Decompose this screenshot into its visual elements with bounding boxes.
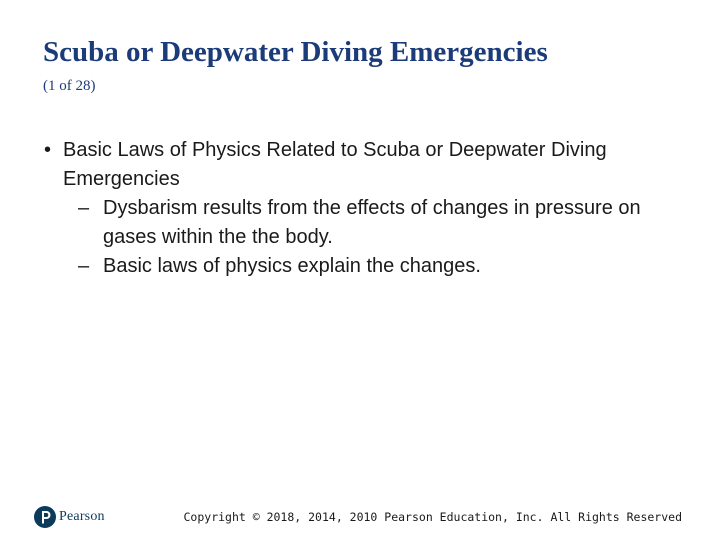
sub-bullet-marker: –: [78, 255, 90, 277]
pearson-logo-text: Pearson: [59, 509, 105, 524]
sub-bullet-text: Dysbarism results from the effects of changes in pressure on gases within the the body.: [103, 197, 641, 248]
slide-body: [44, 136, 684, 281]
slide-title: Scuba or Deepwater Diving Emergencies: [43, 36, 548, 68]
sub-bullet-text: Basic laws of physics explain the changes.: [103, 255, 481, 277]
bullet-item: [44, 136, 684, 194]
slide-subtitle: (1 of 28): [43, 78, 96, 94]
pearson-logo-icon: [34, 506, 56, 528]
sub-bullet-item: [44, 252, 684, 281]
sub-bullet-marker: –: [78, 197, 90, 219]
bullet-text: Basic Laws of Physics Related to Scuba or Deepwater Diving Emergencies: [63, 139, 607, 190]
sub-bullet-item: [44, 194, 684, 252]
copyright-notice: Copyright © 2018, 2014, 2010 Pearson Education, Inc. All Rights Reserved: [183, 510, 682, 524]
pearson-logo: [34, 505, 105, 529]
bullet-marker: •: [44, 139, 52, 161]
